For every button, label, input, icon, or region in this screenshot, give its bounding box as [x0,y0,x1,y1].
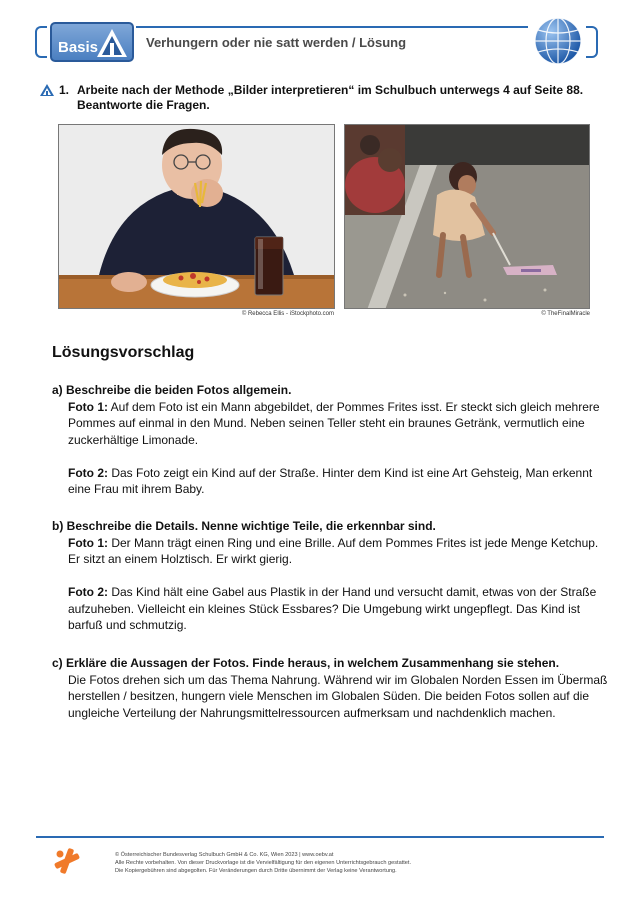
photo-credit: © Rebecca Ellis - iStockphoto.com [241,311,334,317]
footer-rule [36,836,604,838]
answer-b [52,518,612,634]
question-a: a) Beschreibe die beiden Fotos allgemein. [52,383,292,397]
task-text: Arbeite nach der Methode „Bilder interpretieren“ im Schulbuch unterwegs 4 auf Seite 88. Beantworte die Fragen. [77,83,584,112]
answer-c [52,655,612,721]
footer-line-1: © Österreichischer Bundesverlag Schulbuch GmbH & Co. KG, Wien 2023 | www.oebv.at [115,852,334,858]
basis-badge-label: Basis [58,39,99,56]
publisher-logo-icon [54,848,80,874]
question-b: b) Beschreibe die Details. Nenne wichtige Teile, die erkennbar sind. [52,519,436,533]
task-number: 1. [59,83,70,97]
page-title: Verhungern oder nie satt werden / Lösung [146,35,407,50]
answer-b-foto1: Der Mann trägt einen Ring und eine Brille. Auf dem Pommes Frites ist jede Menge Ketchup. Er sitzt an einem Holztisch. Er wirkt gierig. [68,535,599,566]
photo-credit: © TheFinalMiracle [541,311,590,317]
answer-c-text: Die Fotos drehen sich um das Thema Nahrung. Während wir im Globalen Norden Essen im Übermaß herstellen / besitzen, hungern viele Menschen im Globalen Süden. Die beiden Fotos sollen auf die ungleiche Verteilung der Nahrungsmittelressourcen aufmerksam und nachdenklich machen. [68,672,608,720]
basis-triangle-icon [95,27,129,59]
answer-a-foto1: Auf dem Foto ist ein Mann abgebildet, der Pommes Frites isst. Er steckt sich gleich mehrere Pommes auf einmal in den Mund. Neben seinen Teller steht ein braunes Getränk, vermutlich eine zuckerhältige Limonade. [68,399,600,447]
globe-icon [533,16,583,66]
child-on-street-photo [344,124,590,309]
solution-heading: Lösungsvorschlag [52,344,195,361]
man-eating-fries-photo [58,124,335,309]
foto1-label: Foto 1: [68,399,108,414]
answer-a-foto2: Das Foto zeigt ein Kind auf der Straße. Hinter dem Kind ist eine Art Gehsteig, Man erkennt eine Frau mit ihrem Baby. [68,465,593,496]
footer-line-3: Die Kopiergebühren sind abgegolten. Für Veränderungen durch Dritte übernimmt der Verlag keine Verantwortung. [115,868,397,874]
question-c: c) Erkläre die Aussagen der Fotos. Finde heraus, in welchem Zusammenhang sie stehen. [52,656,560,670]
foto2-label: Foto 2: [68,465,108,480]
basis-badge [50,22,134,62]
foto2-label: Foto 2: [68,585,108,599]
answer-a [52,382,612,498]
answer-b-foto2: Das Kind hält eine Gabel aus Plastik in der Hand und versucht damit, etwas von der Straße aufzuheben. Vielleicht ein kleines Stück Essbares? Die Umgebung wirkt ungepflegt. Das Kind ist barfuß und schmutzig. [68,585,597,632]
header-bracket-right [586,26,598,58]
header-bracket-left [35,26,47,58]
footer-line-2: Alle Rechte vorbehalten. Von dieser Druckvorlage ist die Vervielfältigung für den eigenen Unterrichtsgebrauch gestattet. [115,860,412,866]
basis-triangle-icon [40,84,54,96]
footer-copyright [115,851,411,875]
foto1-label: Foto 1: [68,535,108,550]
header-rule [136,26,528,28]
